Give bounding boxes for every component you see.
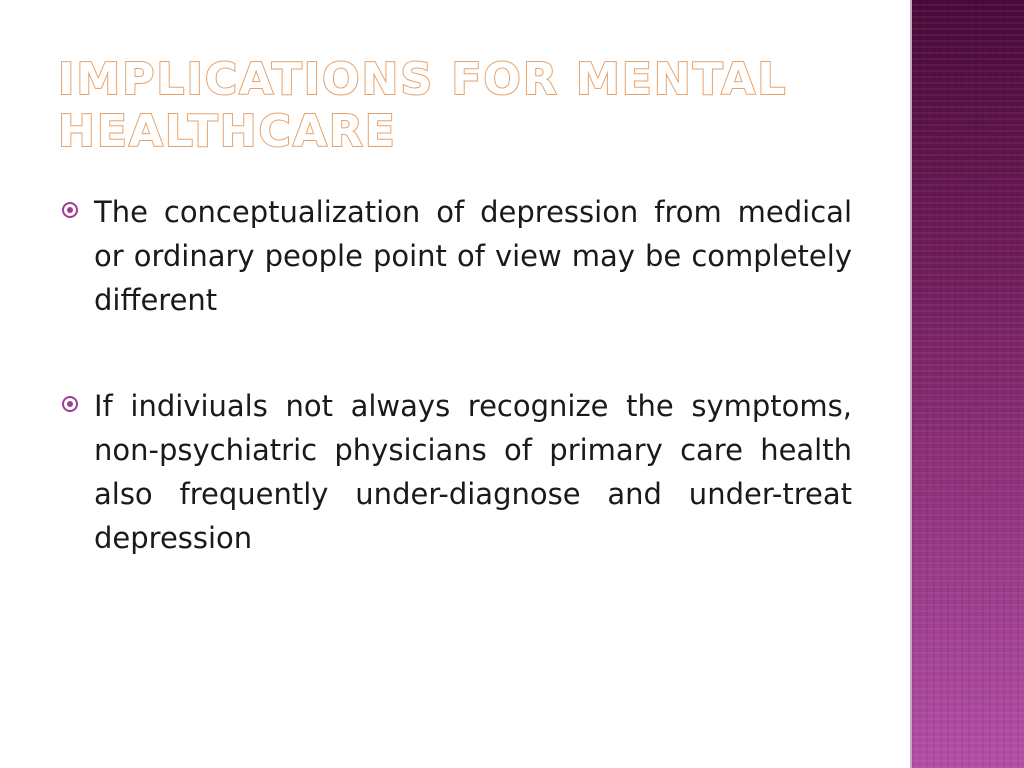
side-band-decoration xyxy=(912,0,1024,768)
bullet-text: The conceptualization of depression from medical or ordinary people point of view may be completely different xyxy=(94,195,852,317)
circle-dot-icon xyxy=(62,396,78,412)
circle-dot-icon xyxy=(62,202,78,218)
bullet-list xyxy=(62,190,852,622)
slide-title: IMPLICATIONS FOR MENTAL HEALTHCARE xyxy=(58,54,788,157)
bullet-item xyxy=(62,190,852,322)
bullet-text: If indiviuals not always recognize the symptoms, non-psychiatric physicians of primary care health also frequently under-diagnose and under-treat depression xyxy=(94,389,852,555)
bullet-item xyxy=(62,384,852,560)
